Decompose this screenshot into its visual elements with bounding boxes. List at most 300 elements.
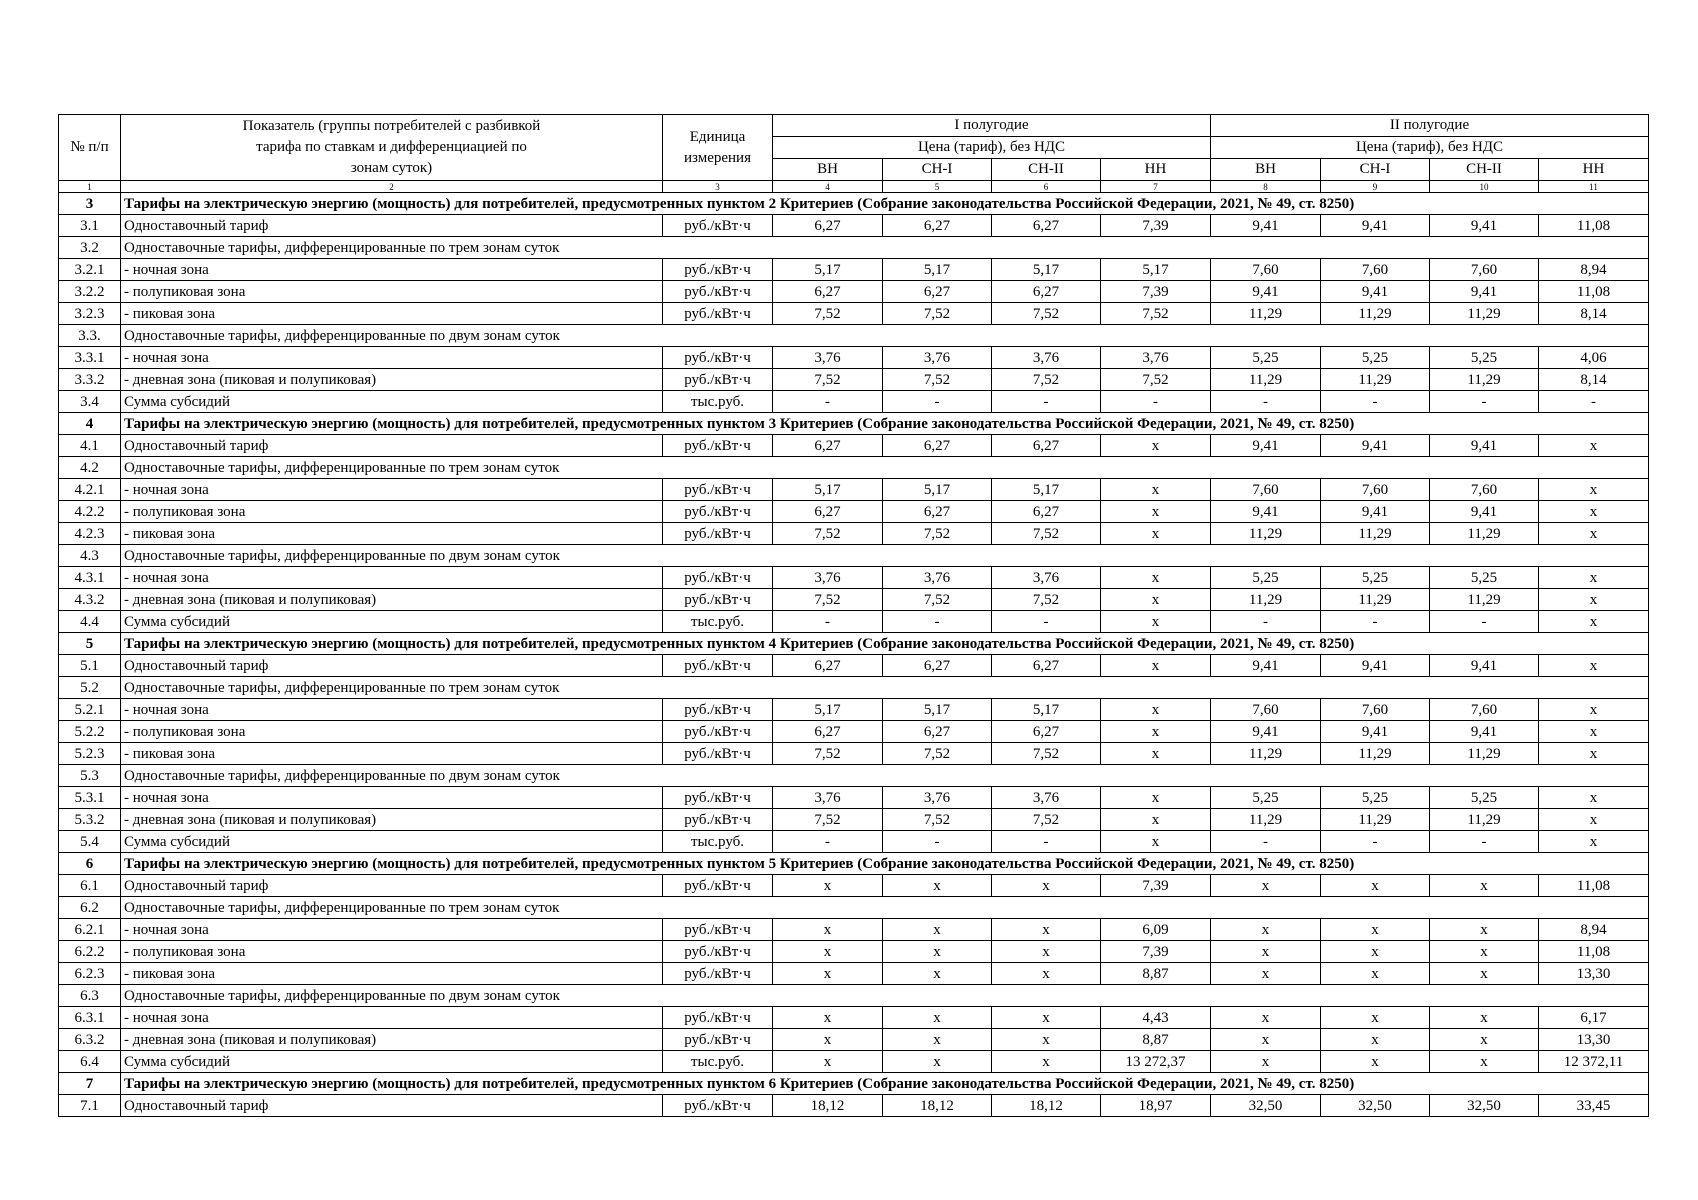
tariff-value: 4,43 <box>1101 1007 1211 1029</box>
tariff-value: x <box>1539 831 1649 853</box>
row-name: Сумма субсидий <box>121 611 663 633</box>
row-name: - полупиковая зона <box>121 281 663 303</box>
row-unit: руб./кВт·ч <box>663 501 773 523</box>
tariff-value: - <box>1211 391 1321 413</box>
tariff-value: 6,09 <box>1101 919 1211 941</box>
tariff-value: 9,41 <box>1211 435 1321 457</box>
tariff-value: x <box>1430 1029 1539 1051</box>
column-number: 6 <box>992 181 1101 193</box>
tariff-value: 5,17 <box>883 259 992 281</box>
tariff-value: x <box>1430 1051 1539 1073</box>
row-number: 6.3.2 <box>59 1029 121 1051</box>
header-level: ВН <box>1211 159 1321 181</box>
subsection-row <box>59 897 1649 919</box>
row-name: - дневная зона (пиковая и полупиковая) <box>121 589 663 611</box>
table-row <box>59 589 1649 611</box>
section-title: Тарифы на электрическую энергию (мощность) для потребителей, предусмотренных пунктом 2 Критериев (Собрание законодательства Российской Федерации, 2021, № 49, ст. 8250) <box>121 193 1649 215</box>
row-number: 4.1 <box>59 435 121 457</box>
tariff-value: x <box>1539 699 1649 721</box>
tariff-value: x <box>1539 501 1649 523</box>
row-number: 7 <box>59 1073 121 1095</box>
tariff-value: x <box>1539 589 1649 611</box>
row-number: 3.1 <box>59 215 121 237</box>
table-row <box>59 567 1649 589</box>
tariff-value: x <box>773 941 883 963</box>
column-number: 2 <box>121 181 663 193</box>
header-level: СН-I <box>1321 159 1430 181</box>
tariff-value: 11,29 <box>1430 369 1539 391</box>
tariff-value: 33,45 <box>1539 1095 1649 1117</box>
row-unit: руб./кВт·ч <box>663 369 773 391</box>
row-name: - ночная зона <box>121 787 663 809</box>
tariff-value: - <box>992 391 1101 413</box>
subsection-title: Одноставочные тарифы, дифференцированные по двум зонам суток <box>121 765 1649 787</box>
tariff-value: x <box>1539 523 1649 545</box>
subsection-row <box>59 237 1649 259</box>
table-row <box>59 1007 1649 1029</box>
tariff-value: 9,41 <box>1321 721 1430 743</box>
row-name: - пиковая зона <box>121 963 663 985</box>
tariff-value: 6,27 <box>773 501 883 523</box>
tariff-value: 7,39 <box>1101 875 1211 897</box>
row-name: Одноставочный тариф <box>121 215 663 237</box>
section-row <box>59 1073 1649 1095</box>
row-number: 6.3 <box>59 985 121 1007</box>
tariff-value: 5,17 <box>992 699 1101 721</box>
row-number: 5.3.2 <box>59 809 121 831</box>
tariff-value: x <box>1430 963 1539 985</box>
tariff-value: 32,50 <box>1430 1095 1539 1117</box>
tariff-value: 7,52 <box>883 809 992 831</box>
tariff-value: 7,52 <box>883 369 992 391</box>
tariff-value: 9,41 <box>1430 215 1539 237</box>
tariff-value: 5,25 <box>1211 567 1321 589</box>
table-row <box>59 303 1649 325</box>
tariff-value: 3,76 <box>1101 347 1211 369</box>
tariff-value: 11,29 <box>1211 369 1321 391</box>
column-number: 5 <box>883 181 992 193</box>
tariff-value: 6,27 <box>883 721 992 743</box>
section-title: Тарифы на электрическую энергию (мощность) для потребителей, предусмотренных пунктом 6 Критериев (Собрание законодательства Российской Федерации, 2021, № 49, ст. 8250) <box>121 1073 1649 1095</box>
row-number: 5.3 <box>59 765 121 787</box>
tariff-value: 6,27 <box>992 501 1101 523</box>
tariff-value: 11,29 <box>1211 589 1321 611</box>
tariff-value: 3,76 <box>773 347 883 369</box>
tariff-value: 5,25 <box>1430 567 1539 589</box>
row-number: 5.1 <box>59 655 121 677</box>
row-unit: руб./кВт·ч <box>663 479 773 501</box>
tariff-value: - <box>1539 391 1649 413</box>
table-row <box>59 941 1649 963</box>
tariff-value: x <box>1539 655 1649 677</box>
tariff-value: x <box>773 1029 883 1051</box>
tariff-value: x <box>1101 611 1211 633</box>
tariff-value: - <box>992 611 1101 633</box>
column-number: 10 <box>1430 181 1539 193</box>
row-number: 5.4 <box>59 831 121 853</box>
tariff-value: 7,52 <box>1101 303 1211 325</box>
row-number: 7.1 <box>59 1095 121 1117</box>
tariff-value: 7,39 <box>1101 281 1211 303</box>
table-row <box>59 699 1649 721</box>
row-unit: руб./кВт·ч <box>663 699 773 721</box>
column-number: 1 <box>59 181 121 193</box>
tariff-value: x <box>883 875 992 897</box>
subsection-title: Одноставочные тарифы, дифференцированные по трем зонам суток <box>121 237 1649 259</box>
row-name: Сумма субсидий <box>121 831 663 853</box>
tariff-value: x <box>992 1051 1101 1073</box>
row-unit: руб./кВт·ч <box>663 655 773 677</box>
tariff-value: 6,27 <box>773 721 883 743</box>
tariff-value: 7,52 <box>992 369 1101 391</box>
tariff-value: 7,60 <box>1430 479 1539 501</box>
subsection-title: Одноставочные тарифы, дифференцированные по трем зонам суток <box>121 897 1649 919</box>
row-number: 6.3.1 <box>59 1007 121 1029</box>
header-level: СН-II <box>1430 159 1539 181</box>
table-row <box>59 875 1649 897</box>
header-price-1: Цена (тариф), без НДС <box>773 137 1211 159</box>
subsection-title: Одноставочные тарифы, дифференцированные по двум зонам суток <box>121 325 1649 347</box>
tariff-value: 6,27 <box>992 215 1101 237</box>
tariff-value: 9,41 <box>1321 655 1430 677</box>
row-number: 3.3. <box>59 325 121 347</box>
tariff-value: 8,94 <box>1539 259 1649 281</box>
tariff-value: - <box>773 391 883 413</box>
tariff-value: x <box>992 875 1101 897</box>
header-level: СН-II <box>992 159 1101 181</box>
tariff-value: 5,25 <box>1321 347 1430 369</box>
table-row <box>59 259 1649 281</box>
section-title: Тарифы на электрическую энергию (мощность) для потребителей, предусмотренных пунктом 4 Критериев (Собрание законодательства Российской Федерации, 2021, № 49, ст. 8250) <box>121 633 1649 655</box>
tariff-value: 7,60 <box>1321 479 1430 501</box>
row-number: 3 <box>59 193 121 215</box>
row-name: Сумма субсидий <box>121 391 663 413</box>
tariff-value: - <box>992 831 1101 853</box>
row-number: 4.4 <box>59 611 121 633</box>
column-number: 3 <box>663 181 773 193</box>
row-number: 4.2.2 <box>59 501 121 523</box>
tariff-value: 6,27 <box>883 281 992 303</box>
tariff-value: x <box>773 1007 883 1029</box>
tariff-value: x <box>883 1051 992 1073</box>
subsection-row <box>59 325 1649 347</box>
tariff-value: 7,52 <box>883 303 992 325</box>
row-name: - пиковая зона <box>121 523 663 545</box>
tariff-value: x <box>1101 435 1211 457</box>
tariff-value: 6,27 <box>773 215 883 237</box>
tariff-value: 5,17 <box>1101 259 1211 281</box>
section-row <box>59 853 1649 875</box>
tariff-value: 4,06 <box>1539 347 1649 369</box>
tariff-value: 3,76 <box>992 347 1101 369</box>
tariff-value: 11,08 <box>1539 215 1649 237</box>
table-body <box>59 193 1649 1117</box>
tariff-value: x <box>883 1029 992 1051</box>
tariff-value: 9,41 <box>1430 655 1539 677</box>
row-number: 4.3 <box>59 545 121 567</box>
row-name: - ночная зона <box>121 699 663 721</box>
tariff-value: 11,08 <box>1539 281 1649 303</box>
tariff-value: 6,27 <box>883 215 992 237</box>
tariff-value: 6,27 <box>883 501 992 523</box>
row-name: Одноставочный тариф <box>121 655 663 677</box>
row-number: 5.2.2 <box>59 721 121 743</box>
row-unit: руб./кВт·ч <box>663 435 773 457</box>
row-number: 5.2.1 <box>59 699 121 721</box>
tariff-value: 5,17 <box>992 479 1101 501</box>
subsection-row <box>59 985 1649 1007</box>
column-number: 11 <box>1539 181 1649 193</box>
row-number: 4.2.3 <box>59 523 121 545</box>
tariff-value: 7,52 <box>1101 369 1211 391</box>
tariff-value: 6,17 <box>1539 1007 1649 1029</box>
row-name: - ночная зона <box>121 567 663 589</box>
tariff-value: 18,12 <box>773 1095 883 1117</box>
tariff-value: - <box>1430 611 1539 633</box>
row-name: Одноставочный тариф <box>121 875 663 897</box>
tariff-value: - <box>1321 391 1430 413</box>
tariff-value: x <box>1211 1051 1321 1073</box>
tariff-value: 18,12 <box>883 1095 992 1117</box>
tariff-value: 7,52 <box>992 809 1101 831</box>
tariff-value: 11,29 <box>1430 523 1539 545</box>
tariff-value: 11,29 <box>1321 589 1430 611</box>
tariff-value: 11,29 <box>1211 303 1321 325</box>
tariff-value: 7,52 <box>992 303 1101 325</box>
section-row <box>59 633 1649 655</box>
tariff-value: - <box>1430 831 1539 853</box>
tariff-value: x <box>1321 1007 1430 1029</box>
section-row <box>59 413 1649 435</box>
header-half-1: I полугодие <box>773 115 1211 137</box>
tariff-value: x <box>1539 743 1649 765</box>
tariff-value: x <box>992 1029 1101 1051</box>
subsection-row <box>59 765 1649 787</box>
tariff-value: x <box>883 1007 992 1029</box>
row-number: 5.2.3 <box>59 743 121 765</box>
tariff-value: 9,41 <box>1321 435 1430 457</box>
row-number: 6.2 <box>59 897 121 919</box>
tariff-value: x <box>992 1007 1101 1029</box>
row-unit: тыс.руб. <box>663 611 773 633</box>
row-number: 6.2.3 <box>59 963 121 985</box>
tariff-value: 9,41 <box>1211 215 1321 237</box>
tariff-value: 5,25 <box>1211 347 1321 369</box>
column-number: 8 <box>1211 181 1321 193</box>
tariff-value: 8,14 <box>1539 303 1649 325</box>
tariff-value: 7,52 <box>773 743 883 765</box>
header-price-2: Цена (тариф), без НДС <box>1211 137 1649 159</box>
tariff-value: x <box>883 919 992 941</box>
row-name: Сумма субсидий <box>121 1051 663 1073</box>
tariff-value: 7,52 <box>992 523 1101 545</box>
tariff-value: - <box>1321 611 1430 633</box>
row-name: - ночная зона <box>121 1007 663 1029</box>
row-number: 4.3.1 <box>59 567 121 589</box>
tariff-value: 11,29 <box>1211 523 1321 545</box>
row-name: - пиковая зона <box>121 303 663 325</box>
tariff-value: - <box>1430 391 1539 413</box>
tariff-value: 7,60 <box>1211 259 1321 281</box>
tariff-value: 9,41 <box>1321 501 1430 523</box>
tariff-value: x <box>992 919 1101 941</box>
row-name: - полупиковая зона <box>121 941 663 963</box>
tariff-value: 3,76 <box>883 567 992 589</box>
row-unit: руб./кВт·ч <box>663 523 773 545</box>
row-number: 5.3.1 <box>59 787 121 809</box>
row-unit: руб./кВт·ч <box>663 1029 773 1051</box>
tariff-value: 9,41 <box>1211 501 1321 523</box>
table-row <box>59 1051 1649 1073</box>
header-unit: Единица измерения <box>663 115 773 181</box>
tariff-value: x <box>1430 919 1539 941</box>
tariff-value: 11,29 <box>1430 589 1539 611</box>
tariff-value: 3,76 <box>883 347 992 369</box>
tariff-table <box>58 114 1649 1117</box>
tariff-value: 5,17 <box>773 259 883 281</box>
row-number: 3.4 <box>59 391 121 413</box>
row-unit: руб./кВт·ч <box>663 1007 773 1029</box>
tariff-value: - <box>1321 831 1430 853</box>
tariff-value: 6,27 <box>883 435 992 457</box>
tariff-value: 13,30 <box>1539 1029 1649 1051</box>
tariff-value: x <box>1539 809 1649 831</box>
tariff-value: 6,27 <box>773 281 883 303</box>
row-unit: руб./кВт·ч <box>663 875 773 897</box>
row-name: - полупиковая зона <box>121 721 663 743</box>
tariff-value: x <box>1321 1051 1430 1073</box>
tariff-value: 7,60 <box>1430 699 1539 721</box>
header-indicator: Показатель (группы потребителей с разбивкой тарифа по ставкам и дифференциацией по зонам суток) <box>121 115 663 181</box>
row-number: 3.2.1 <box>59 259 121 281</box>
subsection-row <box>59 545 1649 567</box>
row-unit: руб./кВт·ч <box>663 281 773 303</box>
tariff-value: x <box>773 919 883 941</box>
row-unit: тыс.руб. <box>663 391 773 413</box>
tariff-value: 11,29 <box>1211 743 1321 765</box>
table-row <box>59 611 1649 633</box>
tariff-value: 11,29 <box>1321 523 1430 545</box>
header-level: ВН <box>773 159 883 181</box>
table-row <box>59 369 1649 391</box>
row-number: 6.4 <box>59 1051 121 1073</box>
tariff-value: - <box>883 831 992 853</box>
row-number: 3.3.2 <box>59 369 121 391</box>
tariff-value: 11,29 <box>1430 303 1539 325</box>
tariff-value: 3,76 <box>883 787 992 809</box>
tariff-value: x <box>1539 611 1649 633</box>
row-unit: руб./кВт·ч <box>663 963 773 985</box>
tariff-value: x <box>1430 1007 1539 1029</box>
tariff-value: 6,27 <box>773 655 883 677</box>
tariff-value: x <box>1101 479 1211 501</box>
tariff-value: x <box>1101 589 1211 611</box>
tariff-value: 7,52 <box>992 743 1101 765</box>
table-row <box>59 743 1649 765</box>
row-name: - дневная зона (пиковая и полупиковая) <box>121 369 663 391</box>
tariff-value: 5,25 <box>1321 787 1430 809</box>
tariff-value: 7,52 <box>992 589 1101 611</box>
tariff-value: 7,52 <box>773 303 883 325</box>
tariff-value: 7,52 <box>883 743 992 765</box>
section-title: Тарифы на электрическую энергию (мощность) для потребителей, предусмотренных пунктом 3 Критериев (Собрание законодательства Российской Федерации, 2021, № 49, ст. 8250) <box>121 413 1649 435</box>
tariff-value: 3,76 <box>992 567 1101 589</box>
tariff-value: 7,60 <box>1321 699 1430 721</box>
tariff-value: 11,29 <box>1430 809 1539 831</box>
row-name: - ночная зона <box>121 919 663 941</box>
row-unit: руб./кВт·ч <box>663 303 773 325</box>
header-level: НН <box>1101 159 1211 181</box>
tariff-value: x <box>1321 919 1430 941</box>
row-number: 6.2.1 <box>59 919 121 941</box>
table-row <box>59 347 1649 369</box>
tariff-value: 13,30 <box>1539 963 1649 985</box>
column-number: 4 <box>773 181 883 193</box>
tariff-value: 9,41 <box>1211 721 1321 743</box>
tariff-value: x <box>1430 941 1539 963</box>
tariff-value: 11,08 <box>1539 941 1649 963</box>
table-row <box>59 391 1649 413</box>
tariff-value: x <box>1430 875 1539 897</box>
tariff-value: x <box>1101 809 1211 831</box>
table-row <box>59 435 1649 457</box>
table-row <box>59 1095 1649 1117</box>
tariff-value: x <box>1101 699 1211 721</box>
table-row <box>59 523 1649 545</box>
row-unit: руб./кВт·ч <box>663 941 773 963</box>
row-unit: руб./кВт·ч <box>663 787 773 809</box>
tariff-value: x <box>1539 567 1649 589</box>
tariff-value: x <box>1211 1007 1321 1029</box>
tariff-value: 5,25 <box>1211 787 1321 809</box>
tariff-value: x <box>1101 567 1211 589</box>
subsection-title: Одноставочные тарифы, дифференцированные по двум зонам суток <box>121 985 1649 1007</box>
row-name: - пиковая зона <box>121 743 663 765</box>
tariff-value: - <box>1211 831 1321 853</box>
row-unit: руб./кВт·ч <box>663 743 773 765</box>
table-row <box>59 479 1649 501</box>
table-row <box>59 1029 1649 1051</box>
column-number: 7 <box>1101 181 1211 193</box>
tariff-value: 11,08 <box>1539 875 1649 897</box>
tariff-value: 3,76 <box>992 787 1101 809</box>
row-number: 5.2 <box>59 677 121 699</box>
tariff-value: 5,17 <box>773 479 883 501</box>
tariff-value: x <box>1321 1029 1430 1051</box>
tariff-value: - <box>883 391 992 413</box>
tariff-value: x <box>1321 941 1430 963</box>
row-name: - ночная зона <box>121 479 663 501</box>
tariff-value: x <box>1539 479 1649 501</box>
row-number: 3.2.3 <box>59 303 121 325</box>
tariff-value: 9,41 <box>1321 215 1430 237</box>
tariff-value: x <box>1101 501 1211 523</box>
row-number: 6.1 <box>59 875 121 897</box>
tariff-value: 9,41 <box>1430 281 1539 303</box>
header-level: СН-I <box>883 159 992 181</box>
tariff-value: 11,29 <box>1430 743 1539 765</box>
tariff-value: 7,39 <box>1101 941 1211 963</box>
subsection-title: Одноставочные тарифы, дифференцированные по трем зонам суток <box>121 457 1649 479</box>
table-row <box>59 501 1649 523</box>
tariff-value: - <box>1211 611 1321 633</box>
row-number: 3.2.2 <box>59 281 121 303</box>
row-name: Одноставочный тариф <box>121 435 663 457</box>
section-title: Тарифы на электрическую энергию (мощность) для потребителей, предусмотренных пунктом 5 Критериев (Собрание законодательства Российской Федерации, 2021, № 49, ст. 8250) <box>121 853 1649 875</box>
tariff-value: x <box>1539 435 1649 457</box>
tariff-value: 6,27 <box>992 435 1101 457</box>
table-row <box>59 721 1649 743</box>
